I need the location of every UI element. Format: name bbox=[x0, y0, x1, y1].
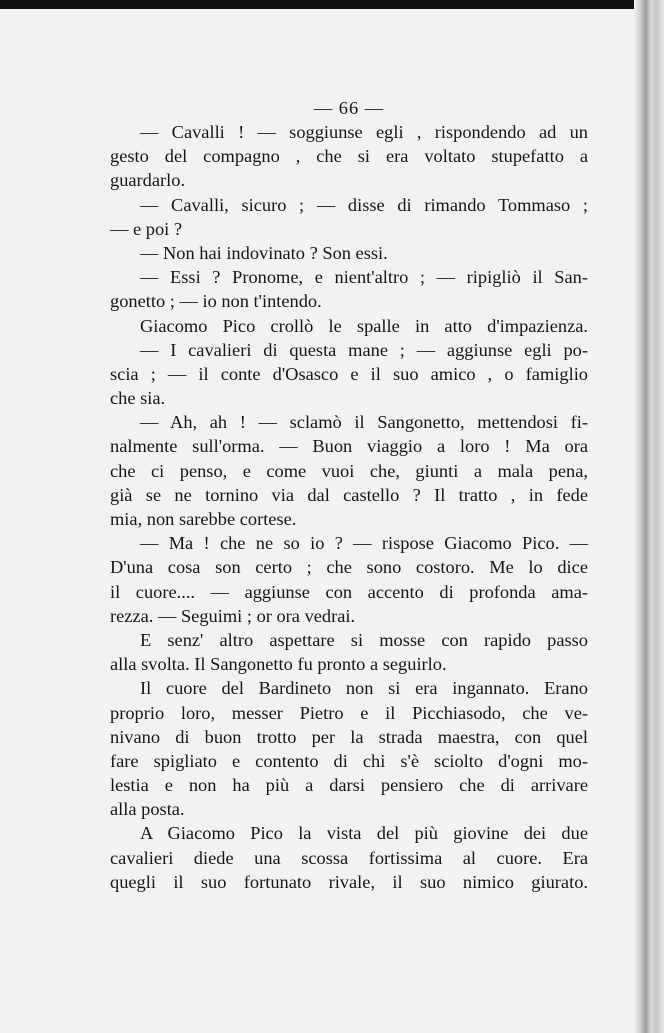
text-line: nalmente sull'orma. — Buon viaggio a loro ! Ma ora bbox=[110, 436, 588, 457]
text-line: proprio loro, messer Pietro e il Picchiasodo, che ve- bbox=[110, 702, 588, 723]
text-line: guardarlo. bbox=[110, 170, 186, 191]
text-line: Giacomo Pico crollò le spalle in atto d'impazienza. bbox=[140, 315, 588, 336]
text-line: alla posta. bbox=[110, 799, 185, 820]
text-line: quegli il suo fortunato rivale, il suo nimico giurato. bbox=[110, 871, 588, 892]
text-line: — Ah, ah ! — sclamò il Sangonetto, mettendosi fi- bbox=[140, 412, 588, 433]
text-line: — Non hai indovinato ? Son essi. bbox=[140, 242, 388, 263]
text-line: alla svolta. Il Sangonetto fu pronto a seguirlo. bbox=[110, 654, 447, 675]
page-text-block bbox=[110, 96, 588, 894]
text-line: E senz' altro aspettare si mosse con rapido passo bbox=[140, 629, 588, 650]
text-line: nivano di buon trotto per la strada maestra, con quel bbox=[110, 726, 588, 747]
text-line: lestia e non ha più a darsi pensiero che di arrivare bbox=[110, 775, 588, 796]
text-line: gesto del compagno , che si era voltato stupefatto a bbox=[110, 146, 588, 167]
text-line: — Cavalli, sicuro ; — disse di rimando Tommaso ; bbox=[140, 194, 588, 215]
text-line: che sia. bbox=[110, 388, 166, 409]
text-line: — e poi ? bbox=[110, 218, 183, 239]
text-line: rezza. — Seguimi ; or ora vedrai. bbox=[110, 605, 356, 626]
text-line: che ci penso, e come vuoi che, giunti a mala pena, bbox=[110, 460, 588, 481]
text-line: Il cuore del Bardineto non si era ingannato. Erano bbox=[140, 678, 588, 699]
text-line: il cuore.... — aggiunse con accento di profonda ama- bbox=[110, 581, 588, 602]
scan-top-border bbox=[0, 0, 664, 9]
text-line: scia ; — il conte d'Osasco e il suo amico , o famiglio bbox=[110, 363, 588, 384]
text-line: mia, non sarebbe cortese. bbox=[110, 509, 297, 529]
page-number: — 66 — bbox=[313, 98, 385, 118]
text-line: cavalieri diede una scossa fortissima al cuore. Era bbox=[110, 847, 588, 868]
text-line: D'una cosa son certo ; che sono costoro. Me lo dice bbox=[110, 557, 588, 578]
text-line: già se ne tornino via dal castello ? Il tratto , in fede bbox=[110, 484, 588, 505]
text-line: fare spigliato e contento di chi s'è sciolto d'ogni mo- bbox=[110, 750, 588, 771]
text-line: — Cavalli ! — soggiunse egli , rispondendo ad un bbox=[140, 122, 588, 142]
text-lines bbox=[110, 120, 588, 894]
page-gutter-edge bbox=[634, 0, 664, 1033]
text-line: — I cavalieri di questa mane ; — aggiunse egli po- bbox=[140, 339, 588, 360]
text-line: — Essi ? Pronome, e nient'altro ; — ripigliò il San- bbox=[140, 267, 588, 288]
text-line: gonetto ; — io non t'intendo. bbox=[110, 291, 322, 312]
text-line: — Ma ! che ne so io ? — rispose Giacomo Pico. — bbox=[140, 533, 588, 554]
text-line: A Giacomo Pico la vista del più giovine dei due bbox=[140, 823, 588, 844]
